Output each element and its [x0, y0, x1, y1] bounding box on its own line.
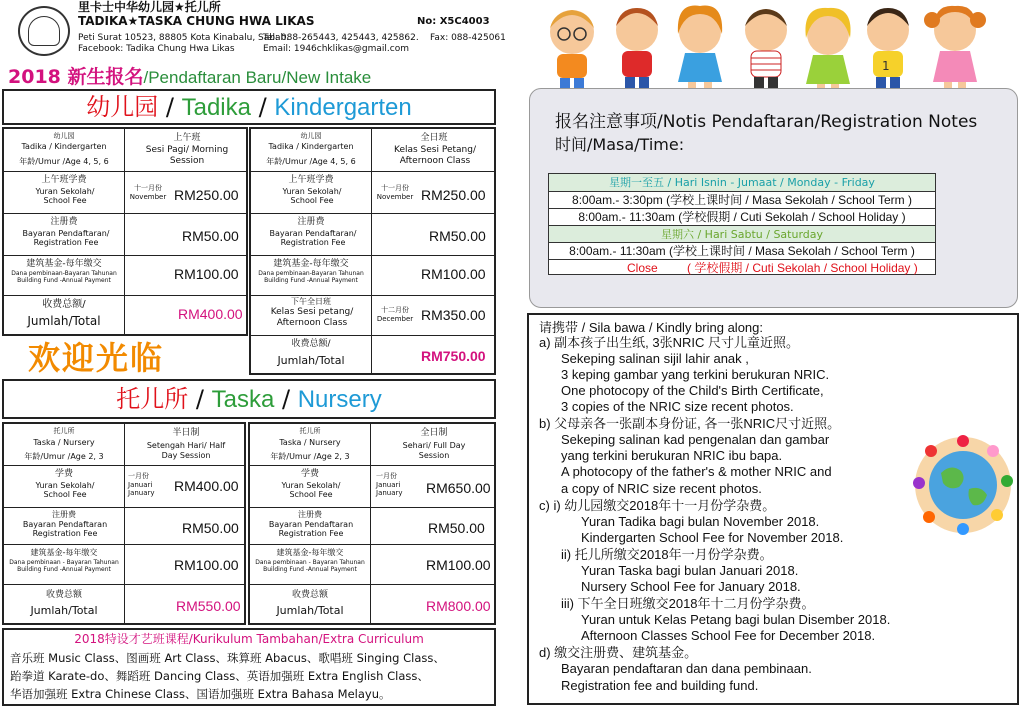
- nursery-full-day-table: [248, 422, 496, 625]
- reg-amount: RM50.00: [428, 520, 485, 536]
- fee-label: Yuran Sekolah/ School Fee: [35, 481, 95, 499]
- bring-a-en-2: 3 copies of the NRIC size recent photos.: [561, 399, 794, 414]
- kindergarten-title-my: Tadika: [181, 94, 251, 121]
- intake-heading: [8, 62, 371, 89]
- kid-6: [867, 8, 909, 94]
- telephone: Tel: 088-265443, 425443, 425862.: [263, 33, 419, 43]
- kindergarten-morning-table: [2, 127, 248, 336]
- fee-label-cn: 学费: [300, 469, 319, 479]
- total-amount: RM550.00: [176, 598, 241, 614]
- bring-c-i-en: Kindergarten School Fee for November 2018.: [581, 530, 844, 545]
- total-amount: RM750.00: [421, 348, 486, 364]
- saturday-holiday-row: [549, 259, 935, 276]
- registration-notes-panel: [529, 88, 1018, 308]
- reg-amount: RM50.00: [182, 228, 239, 244]
- kids-illustration: [530, 0, 1020, 100]
- bring-c-iii-en: Afternoon Classes School Fee for December 2018.: [581, 628, 876, 643]
- school-logo: [18, 6, 70, 56]
- kindergarten-title-cn: 幼儿园: [86, 93, 159, 121]
- age-label: 年龄/Umur /Age 4, 5, 6: [19, 157, 109, 166]
- fee-label: Yuran Sekolah/ School Fee: [35, 187, 95, 205]
- facebook: Facebook: Tadika Chung Hwa Likas: [78, 44, 235, 54]
- reg-label: Bayaran Pendaftaran/ Registration Fee: [22, 229, 110, 247]
- address: Peti Surat 10523, 88805 Kota Kinabalu, Sabah.: [78, 33, 290, 43]
- kid-2: [616, 8, 658, 94]
- bring-d-en: Registration fee and building fund.: [561, 678, 759, 693]
- fee-month: November: [376, 193, 414, 201]
- total-label: Jumlah/Total: [277, 354, 345, 367]
- table-head-cn: 幼儿园: [53, 132, 75, 140]
- building-label-cn: 建筑基金-每年缴交: [30, 548, 98, 557]
- bring-d-my: Bayaran pendaftaran dan dana pembinaan.: [561, 661, 812, 676]
- globe-illustration: [911, 433, 1015, 537]
- bring-b-en-2: a copy of NRIC size recent photos.: [561, 481, 762, 496]
- intake-year: 2018 新生报名: [8, 66, 144, 88]
- fee-label: Yuran Sekolah/ School Fee: [282, 187, 342, 205]
- session-cn: 全日班: [420, 133, 448, 143]
- nursery-title-cn: 托儿所: [116, 385, 189, 413]
- nursery-half-day-table: [2, 422, 246, 625]
- total-amount: RM800.00: [426, 598, 491, 614]
- building-amount: RM100.00: [426, 557, 491, 573]
- registration-number: No: X5C4003: [417, 16, 490, 27]
- afternoon-amount: RM350.00: [421, 307, 486, 323]
- nursery-title-my: Taska: [211, 386, 275, 413]
- total-label: Jumlah/Total: [30, 604, 98, 617]
- weekday-school-holiday: 8:00am.- 11:30am (学校假期 / Cuti Sekolah / School Holiday ): [549, 208, 935, 225]
- bring-c-ii-en: Nursery School Fee for January 2018.: [581, 579, 801, 594]
- bring-b-my-1: Sekeping salinan kad pengenalan dan gambar: [561, 432, 830, 447]
- email: Email: 1946chklikas@gmail.com: [263, 44, 409, 54]
- total-label: Jumlah/Total: [27, 314, 101, 328]
- building-label: Dana pembinaan-Bayaran Tahunan Building Fund -Annual Payment: [11, 270, 117, 284]
- bring-c-iii-my: Yuran untuk Kelas Petang bagi bulan Disember 2018.: [581, 612, 891, 627]
- session-cn: 全日制: [420, 428, 448, 438]
- extra-line-3: 华语加强班 Extra Chinese Class、国语加强班 Extra Bahasa Melayu。: [10, 687, 391, 701]
- fee-amount: RM250.00: [174, 187, 239, 203]
- intake-subtitle: /Pendaftaran Baru/New Intake: [143, 68, 372, 87]
- table-head: Taska / Nursery: [279, 438, 341, 447]
- bring-d-cn: d) 缴交注册费、建筑基金。: [539, 645, 698, 660]
- bring-a-my-2: 3 keping gambar yang terkini berukuran NRIC.: [561, 367, 830, 382]
- svg-text:1: 1: [882, 59, 890, 73]
- table-head-cn: 幼儿园: [300, 132, 322, 140]
- bring-c-ii-cn: ii) 托儿所缴交2018年一月份学杂费。: [561, 547, 773, 562]
- total-amount: RM400.00: [178, 306, 243, 322]
- reg-label: Bayaran Pendaftaran/ Registration Fee: [269, 229, 357, 247]
- reg-label-cn: 注册费: [298, 510, 322, 519]
- fee-month: Januari January: [128, 481, 155, 497]
- bring-a-cn: a) 副本孩子出生纸, 3张NRIC 尺寸儿童近照。: [539, 335, 800, 350]
- session-cn: 上午班: [173, 133, 201, 143]
- notes-title: 报名注意事项/Notis Pendaftaran/Registration Notes: [555, 112, 978, 132]
- table-head: Tadika / Kindergarten: [21, 142, 107, 151]
- total-label: Jumlah/Total: [276, 604, 344, 617]
- saturday-heading: 星期六 / Hari Sabtu / Saturday: [549, 225, 935, 242]
- kid-5: [805, 8, 850, 94]
- building-amount: RM100.00: [421, 266, 486, 282]
- fax: Fax: 088-425061: [430, 33, 506, 43]
- bring-a-my-1: Sekeping salinan sijil lahir anak ,: [561, 351, 749, 366]
- building-label-cn: 建筑基金-每年缴交: [276, 548, 344, 557]
- weekday-heading: 星期一至五 / Hari Isnin - Jumaat / Monday - Friday: [549, 174, 935, 191]
- afternoon-month: December: [376, 315, 414, 323]
- fee-label-cn: 上午班学费: [288, 175, 334, 185]
- session-label: Sehari/ Full Day Session: [402, 441, 466, 460]
- age-label: 年龄/Umur /Age 2, 3: [270, 452, 350, 461]
- weekday-school-term: 8:00am.- 3:30pm (学校上课时间 / Masa Sekolah / School Term ): [549, 191, 935, 208]
- fee-month-cn: 十一月份: [134, 184, 162, 192]
- fee-label: Yuran Sekolah/ School Fee: [281, 481, 341, 499]
- total-label-cn: 收费总额/: [42, 299, 86, 310]
- bring-c-i-cn: c) i) 幼儿园缴交2018年十一月份学杂费。: [539, 498, 776, 513]
- nursery-title-en: Nursery: [297, 386, 382, 413]
- bring-along-panel: [527, 313, 1019, 705]
- bring-b-my-2: yang terkini berukuran NRIC ibu bapa.: [561, 448, 783, 463]
- bring-c-iii-cn: iii) 下午全日班缴交2018年十二月份学杂费。: [561, 596, 815, 611]
- reg-amount: RM50.00: [429, 228, 486, 244]
- notes-time: 时间/Masa/Time:: [555, 135, 685, 154]
- reg-label: Bayaran Pendaftaran Registration Fee: [268, 520, 354, 538]
- kindergarten-afternoon-table: [249, 127, 496, 375]
- age-label: 年龄/Umur /Age 4, 5, 6: [266, 157, 356, 166]
- total-label-cn: 收费总额: [291, 590, 328, 600]
- reg-label: Bayaran Pendaftaran Registration Fee: [22, 520, 108, 538]
- bring-b-en-1: A photocopy of the father's & mother NRIC and: [561, 464, 832, 479]
- school-name: TADIKA★TASKA CHUNG HWA LIKAS: [78, 14, 315, 28]
- reg-amount: RM50.00: [182, 520, 239, 536]
- extra-line-1: 音乐班 Music Class、图画班 Art Class、珠算班 Abacus、歌唱班 Singing Class、: [10, 651, 445, 665]
- building-amount: RM100.00: [174, 557, 239, 573]
- total-label-cn: 收费总额: [45, 590, 82, 600]
- kindergarten-title: 幼儿园 / Tadika / Kindergarten: [2, 89, 496, 125]
- session-label: Kelas Sesi Petang/ Afternoon Class: [394, 145, 476, 166]
- reg-label-cn: 注册费: [297, 217, 325, 227]
- total-label-cn: 收费总额/: [291, 339, 331, 349]
- nursery-title: 托儿所 / Taska / Nursery: [2, 379, 496, 419]
- fee-month: Januari January: [376, 481, 403, 497]
- fee-month: November: [129, 193, 167, 201]
- building-label: Dana pembinaan-Bayaran Tahunan Building Fund -Annual Payment: [258, 270, 364, 284]
- building-label: Dana pembinaan - Bayaran Tahunan Building Fund -Annual Payment: [255, 559, 365, 573]
- kid-3: [678, 6, 722, 94]
- welcome-text: 欢迎光临: [28, 339, 165, 377]
- bring-a-en-1: One photocopy of the Child's Birth Certificate,: [561, 383, 824, 398]
- age-label: 年龄/Umur /Age 2, 3: [24, 452, 104, 461]
- fee-month-cn: 一月份: [128, 472, 149, 480]
- kid-1: [550, 10, 594, 94]
- fee-month-cn: 十一月份: [381, 184, 409, 192]
- extra-curriculum-title: 2018特设才艺班课程/Kurikulum Tambahan/Extra Curriculum: [74, 632, 424, 646]
- table-head: Tadika / Kindergarten: [268, 142, 354, 151]
- session-label: Sesi Pagi/ Morning Session: [145, 145, 229, 166]
- bring-c-ii-my: Yuran Taska bagi bulan Januari 2018.: [581, 563, 799, 578]
- reg-label-cn: 注册费: [50, 217, 78, 227]
- kid-4: [745, 9, 787, 94]
- fee-label-cn: 学费: [54, 469, 73, 479]
- building-amount: RM100.00: [174, 266, 239, 282]
- table-head-cn: 托儿所: [299, 427, 321, 435]
- building-label: Dana pembinaan - Bayaran Tahunan Building Fund -Annual Payment: [9, 559, 119, 573]
- bring-title: 请携带 / Sila bawa / Kindly bring along:: [539, 320, 763, 335]
- afternoon-month-cn: 十二月份: [381, 306, 409, 314]
- afternoon-label-cn: 下午全日班: [291, 297, 331, 306]
- fee-amount: RM250.00: [421, 187, 486, 203]
- table-head-cn: 托儿所: [53, 427, 75, 435]
- saturday-school-holiday: ( 学校假期 / Cuti Sekolah / School Holiday ): [687, 261, 918, 275]
- session-cn: 半日制: [172, 428, 200, 438]
- fee-label-cn: 上午班学费: [41, 175, 87, 185]
- extra-curriculum-box: [2, 628, 496, 706]
- school-name-cn: 里卡士中华幼儿园★托儿所: [78, 0, 221, 14]
- fee-amount: RM650.00: [426, 480, 491, 496]
- bring-b-cn: b) 父母亲各一张副本身份证, 各一张NRIC尺寸近照。: [539, 416, 841, 431]
- saturday-closed: Close: [627, 261, 658, 275]
- extra-line-2: 跆拳道 Karate-do、舞蹈班 Dancing Class、英语加强班 Extra English Class、: [10, 669, 429, 683]
- fee-amount: RM400.00: [174, 478, 239, 494]
- building-label-cn: 建筑基金-每年缴交: [273, 259, 349, 269]
- fee-month-cn: 一月份: [376, 472, 397, 480]
- schedule-table: [548, 173, 936, 275]
- reg-label-cn: 注册费: [52, 510, 76, 519]
- kindergarten-title-en: Kindergarten: [274, 94, 412, 121]
- bring-c-i-my: Yuran Tadika bagi bulan November 2018.: [581, 514, 820, 529]
- kid-7: [924, 6, 986, 94]
- table-head: Taska / Nursery: [33, 438, 95, 447]
- building-label-cn: 建筑基金-每年缴交: [26, 259, 102, 269]
- session-label: Setengah Hari/ Half Day Session: [146, 441, 226, 460]
- afternoon-label: Kelas Sesi petang/ Afternoon Class: [270, 307, 354, 328]
- saturday-school-term: 8:00am.- 11:30am (学校上课时间 / Masa Sekolah / School Term ): [549, 242, 935, 259]
